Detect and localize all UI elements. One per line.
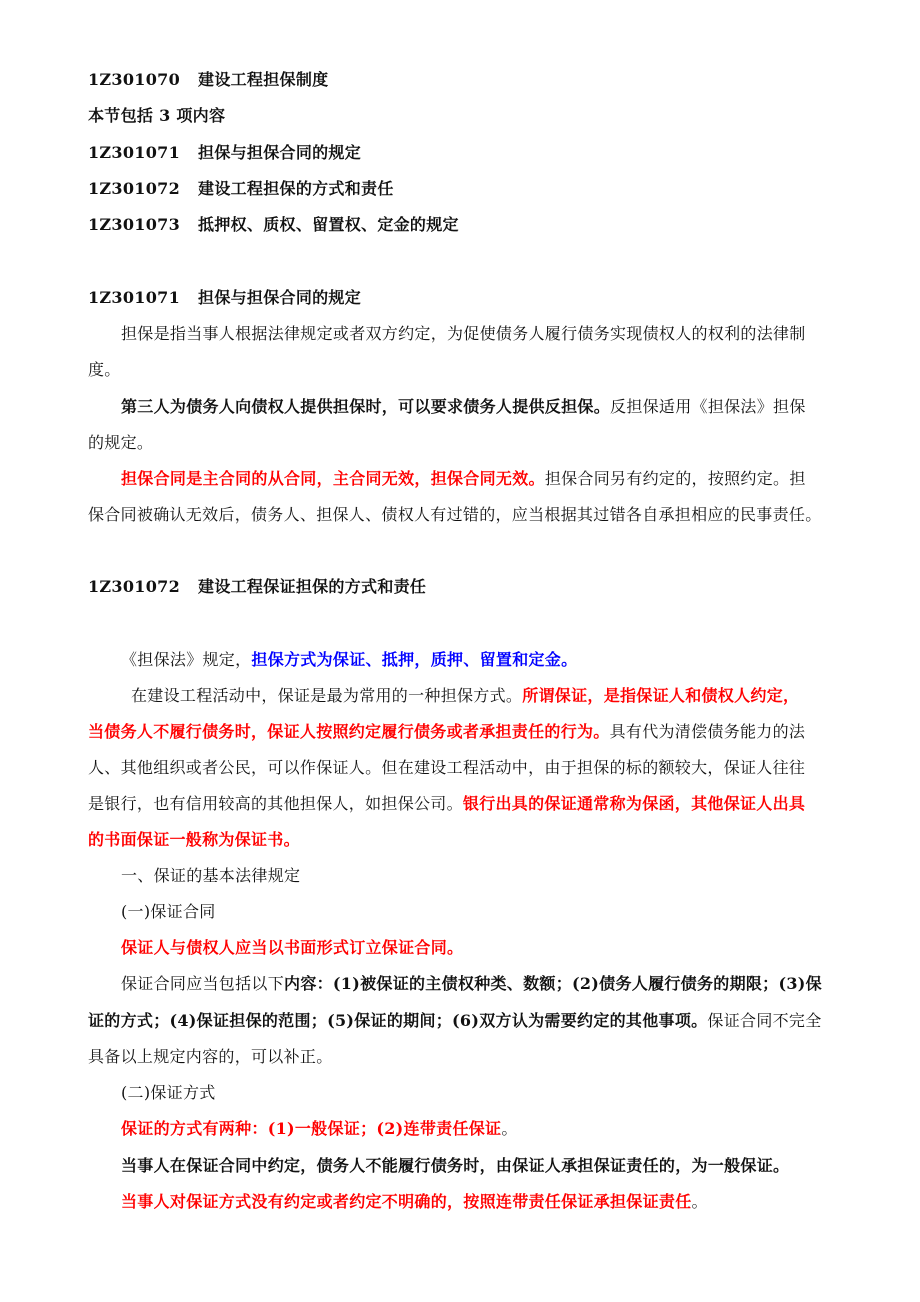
section-heading bbox=[88, 70, 833, 90]
paragraph-line: 担保是指当事人根据法律规定或者双方约定，为促使债务人履行债务实现债权人的权利的法律制 bbox=[121, 324, 806, 343]
list-heading: 一、保证的基本法律规定 bbox=[121, 866, 301, 885]
paragraph-line: 保合同被确认无效后，债务人、担保人、债权人有过错的，应当根据其过错各自承担相应的民事责任。 bbox=[88, 505, 822, 524]
paragraph-line: 是银行，也有信用较高的其他担保人，如担保公司。银行出具的保证通常称为保函，其他保证人出具 bbox=[88, 794, 806, 813]
highlight-red: 担保合同是主合同的从合同，主合同无效，担保合同无效。 bbox=[121, 469, 545, 488]
bold-text: 第三人为债务人向债权人提供担保时，可以要求债务人提供反担保。 bbox=[121, 397, 611, 416]
highlight-blue: 担保方式为保证、抵押，质押、留置和定金。 bbox=[251, 650, 578, 669]
paragraph-line: 的书面保证一般称为保证书。 bbox=[88, 830, 300, 849]
paragraph-line: 当事人对保证方式没有约定或者约定不明确的，按照连带责任保证承担保证责任。 bbox=[121, 1192, 708, 1211]
highlight-red: 所谓保证，是指保证人和债权人约定， bbox=[522, 686, 800, 705]
subsection-heading: 1Z301071 担保与担保合同的规定 bbox=[88, 288, 362, 307]
toc-item: 1Z301071 担保与担保合同的规定 bbox=[88, 143, 362, 162]
toc-item: 1Z301072 建设工程担保的方式和责任 bbox=[88, 179, 394, 198]
bold-text: 当事人在保证合同中约定，债务人不能履行债务时，由保证人承担保证责任的，为一般保证。 bbox=[121, 1156, 790, 1175]
paragraph-line: 第三人为债务人向债权人提供担保时，可以要求债务人提供反担保。反担保适用《担保法》担保 bbox=[121, 397, 806, 416]
list-subheading: (一)保证合同 bbox=[121, 902, 216, 921]
bold-text: 内容：(1)被保证的主债权种类、数额；(2)债务人履行债务的期限；(3)保 bbox=[284, 974, 822, 993]
paragraph-line: 在建设工程活动中，保证是最为常用的一种担保方式。所谓保证，是指保证人和债权人约定， bbox=[131, 686, 800, 705]
highlight-red: 当事人对保证方式没有约定或者约定不明确的，按照连带责任保证承担保证责任 bbox=[121, 1192, 692, 1211]
section-summary: 本节包括 3 项内容 bbox=[88, 106, 226, 125]
paragraph-line: 的规定。 bbox=[88, 433, 154, 452]
paragraph-line: 具备以上规定内容的，可以补正。 bbox=[88, 1047, 333, 1066]
highlight-red: 保证人与债权人应当以书面形式订立保证合同。 bbox=[121, 938, 464, 957]
highlight-red: 当债务人不履行债务时，保证人按照约定履行债务或者承担责任的行为。 bbox=[88, 722, 610, 741]
paragraph-line: 度。 bbox=[88, 360, 121, 379]
paragraph-line: 人、其他组织或者公民，可以作保证人。但在建设工程活动中，由于担保的标的额较大，保证人往往 bbox=[88, 758, 806, 777]
paragraph-line: 保证的方式有两种：(1)一般保证；(2)连带责任保证。 bbox=[121, 1119, 518, 1138]
subsection-heading: 1Z301072 建设工程保证担保的方式和责任 bbox=[88, 577, 427, 596]
paragraph-line: 证的方式；(4)保证担保的范围；(5)保证的期间；(6)双方认为需要约定的其他事项。保证合同不完全 bbox=[88, 1011, 822, 1030]
list-subheading: (二)保证方式 bbox=[121, 1083, 216, 1102]
toc-item: 1Z301073 抵押权、质权、留置权、定金的规定 bbox=[88, 215, 459, 234]
paragraph-line: 当债务人不履行债务时，保证人按照约定履行债务或者承担责任的行为。具有代为清偿债务能力的法 bbox=[88, 722, 806, 741]
section-code: 1Z301070 bbox=[88, 70, 181, 89]
paragraph-line: 《担保法》规定，担保方式为保证、抵押，质押、留置和定金。 bbox=[121, 650, 578, 669]
paragraph-line: 保证合同应当包括以下内容：(1)被保证的主债权种类、数额；(2)债务人履行债务的期限；(3)保 bbox=[121, 974, 822, 993]
bold-text: 证的方式；(4)保证担保的范围；(5)保证的期间；(6)双方认为需要约定的其他事项。 bbox=[88, 1011, 708, 1030]
highlight-red: 银行出具的保证通常称为保函，其他保证人出具 bbox=[462, 794, 806, 813]
highlight-red: 保证的方式有两种：(1)一般保证；(2)连带责任保证 bbox=[121, 1119, 502, 1138]
paragraph-line: 担保合同是主合同的从合同，主合同无效，担保合同无效。担保合同另有约定的，按照约定。担 bbox=[121, 469, 806, 488]
section-title: 建设工程担保制度 bbox=[198, 70, 329, 89]
